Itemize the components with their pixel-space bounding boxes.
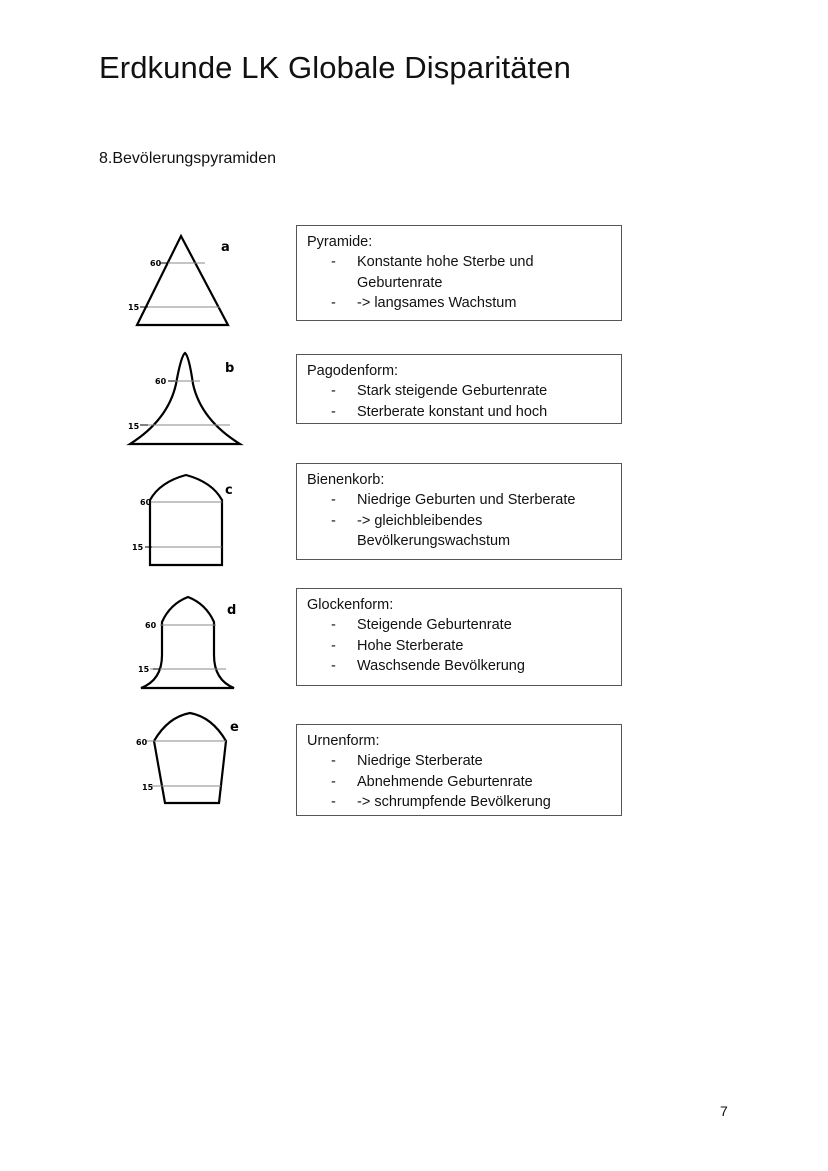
- list-item: - -> langsames Wachstum: [307, 293, 611, 313]
- page-title: Erdkunde LK Globale Disparitäten: [99, 50, 571, 85]
- description-box-pyramide: [296, 225, 622, 321]
- description-box-glockenform: [296, 588, 622, 686]
- figure-letter: a: [221, 240, 230, 255]
- box-heading: Glockenform:: [307, 597, 394, 613]
- tick-label-60: 60: [140, 498, 152, 507]
- list-item: - -> gleichbleibendes Bevölkerungswachstum: [307, 511, 611, 552]
- pagoda-outline: [130, 353, 240, 444]
- bell-outline: [141, 597, 237, 688]
- tick-label-60: 60: [145, 621, 157, 630]
- section-heading: 8.Bevölerungspyramiden: [99, 150, 276, 167]
- urn-outline: [154, 713, 226, 803]
- tick-label-60: 60: [150, 259, 162, 268]
- beehive-outline: [150, 475, 222, 565]
- description-box-pagodenform: [296, 354, 622, 424]
- pagoda-shape-figure: [120, 345, 250, 450]
- beehive-shape-figure: [120, 468, 250, 570]
- tick-label-60: 60: [136, 738, 148, 747]
- urn-shape-figure: [125, 705, 250, 810]
- page-number: 7: [720, 1103, 728, 1119]
- tick-label-15: 15: [132, 543, 144, 552]
- description-box-urnenform: [296, 724, 622, 816]
- pyramid-shape-figure: [120, 230, 250, 330]
- list-item: - Sterberate konstant und hoch: [307, 402, 611, 422]
- figure-letter: b: [225, 361, 235, 376]
- box-heading: Bienenkorb:: [307, 472, 385, 488]
- figure-letter: d: [227, 603, 237, 618]
- list-item: - Konstante hohe Sterbe und Geburtenrate: [307, 252, 611, 293]
- tick-label-15: 15: [128, 422, 140, 431]
- pyramid-outline: [137, 236, 228, 325]
- tick-label-15: 15: [142, 783, 154, 792]
- description-box-bienenkorb: [296, 463, 622, 560]
- tick-label-15: 15: [138, 665, 150, 674]
- list-item: - Hohe Sterberate: [307, 636, 611, 656]
- box-heading: Urnenform:: [307, 733, 380, 749]
- box-heading: Pyramide:: [307, 234, 373, 250]
- list-item: - Abnehmende Geburtenrate: [307, 772, 611, 792]
- list-item: - -> schrumpfende Bevölkerung: [307, 792, 611, 812]
- list-item: - Niedrige Geburten und Sterberate: [307, 490, 611, 510]
- bell-shape-figure: [125, 592, 250, 692]
- list-item: - Waschsende Bevölkerung: [307, 656, 611, 676]
- box-heading: Pagodenform:: [307, 363, 399, 379]
- list-item: - Steigende Geburtenrate: [307, 615, 611, 635]
- list-item: - Stark steigende Geburtenrate: [307, 381, 611, 401]
- list-item: - Niedrige Sterberate: [307, 751, 611, 771]
- tick-label-60: 60: [155, 377, 167, 386]
- figure-letter: c: [225, 483, 233, 498]
- figure-letter: e: [230, 720, 239, 735]
- tick-label-15: 15: [128, 303, 140, 312]
